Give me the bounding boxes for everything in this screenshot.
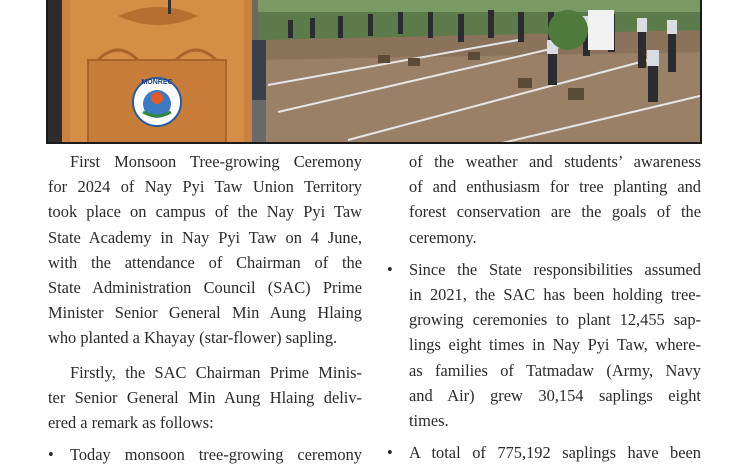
text-line: ter Senior General Min Aung Hlaing deliv- xyxy=(48,387,362,407)
text-line: Firstly, the SAC Chairman Prime Minis- xyxy=(70,362,362,382)
text-line: of and enthusiasm for tree planting and xyxy=(409,177,701,197)
right-column xyxy=(387,149,701,465)
bullet-marker: • xyxy=(387,443,393,463)
text-line: ered a remark as follows: xyxy=(48,413,214,433)
bullet-continuation xyxy=(409,149,701,250)
bullet-text: A total of 775,192 saplings have been xyxy=(409,443,701,463)
text-line: Minister Senior General Min Aung Hlaing xyxy=(48,303,362,323)
text-line xyxy=(48,442,362,467)
left-column xyxy=(48,149,362,467)
bullet-item-1 xyxy=(48,442,362,467)
text-line: in 2021, the SAC has been holding tree- xyxy=(409,285,701,305)
ceremony-scene xyxy=(48,0,702,144)
text-line: times. xyxy=(409,411,449,431)
text-line xyxy=(387,440,701,465)
bullet-marker: • xyxy=(48,445,54,465)
text-line: as families of Tatmadaw (Army, Navy xyxy=(409,360,701,380)
text-line: took place on campus of the Nay Pyi Taw xyxy=(48,202,362,222)
text-line: lings eight times in Nay Pyi Taw, where- xyxy=(409,335,701,355)
text-line: State Academy in Nay Pyi Taw on 4 June, xyxy=(48,227,362,247)
text-line: growing ceremonies to plant 12,455 sap- xyxy=(409,310,701,330)
paragraph-1 xyxy=(48,149,362,351)
text-line: with the attendance of Chairman of the xyxy=(48,252,362,272)
text-line: and Air) grew 30,154 saplings eight xyxy=(409,385,701,405)
text-line: First Monsoon Tree-growing Ceremony xyxy=(70,152,362,171)
bullet-item-2 xyxy=(387,257,701,433)
text-line xyxy=(387,257,701,282)
bullet-marker: • xyxy=(387,259,393,279)
paragraph-2 xyxy=(48,360,362,436)
ceremony-photo xyxy=(46,0,702,144)
text-line: ceremony. xyxy=(409,227,477,247)
emblem-text: MONREC xyxy=(141,79,173,86)
bullet-item-3 xyxy=(387,440,701,465)
text-line: who planted a Khayay (star-flower) sapling. xyxy=(48,328,338,348)
bullet-text: Today monsoon tree-growing ceremony xyxy=(70,445,362,465)
text-line: State Administration Council (SAC) Prime xyxy=(48,278,362,298)
text-line: of the weather and students’ awareness xyxy=(409,152,701,171)
text-line: forest conservation are the goals of the xyxy=(409,202,701,222)
text-line: for 2024 of Nay Pyi Taw Union Territory xyxy=(48,177,362,197)
bullet-text: Since the State responsibilities assumed xyxy=(409,259,701,279)
